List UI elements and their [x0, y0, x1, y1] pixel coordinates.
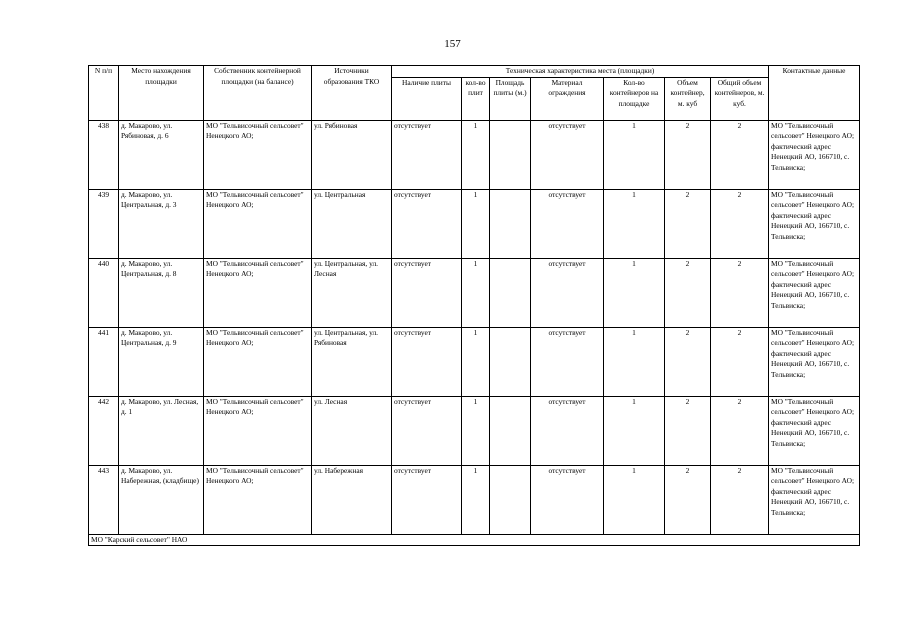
- cell-num: 438: [89, 120, 119, 189]
- section-row: [89, 534, 860, 545]
- header-num: N п/п: [89, 66, 119, 121]
- cell-slab-area: [490, 189, 531, 258]
- cell-slab-count: 1: [462, 120, 490, 189]
- cell-containers: 1: [604, 189, 665, 258]
- cell-slab-count: 1: [462, 465, 490, 534]
- cell-fence: отсутствует: [531, 120, 604, 189]
- header-containers: Кол-во контейнеров на площадке: [604, 77, 665, 120]
- cell-contacts: МО "Тельвисочный сельсовет" Ненецкого АО; фактический адрес Ненецкий АО, 166710, с. Тельвиска;: [769, 327, 860, 396]
- header-owner: Собственник контейнерной площадки (на балансе): [204, 66, 312, 121]
- cell-slabs: отсутствует: [392, 327, 462, 396]
- cell-location: д. Макарово, ул. Центральная, д. 3: [119, 189, 204, 258]
- cell-volume: 2: [665, 465, 711, 534]
- cell-containers: 1: [604, 396, 665, 465]
- header-location: Место нахождения площадки: [119, 66, 204, 121]
- cell-num: 440: [89, 258, 119, 327]
- cell-total-volume: 2: [711, 120, 769, 189]
- cell-location: д. Макарово, ул. Набережная, (кладбище): [119, 465, 204, 534]
- header-volume: Объем контейнер, м. куб: [665, 77, 711, 120]
- registry-table: [88, 65, 860, 546]
- header-slab-count: кол-во плит: [462, 77, 490, 120]
- cell-num: 441: [89, 327, 119, 396]
- cell-containers: 1: [604, 120, 665, 189]
- cell-volume: 2: [665, 258, 711, 327]
- cell-slab-count: 1: [462, 189, 490, 258]
- cell-slabs: отсутствует: [392, 120, 462, 189]
- cell-sources: ул. Набережная: [312, 465, 392, 534]
- cell-location: д. Макарово, ул. Рябиновая, д. 6: [119, 120, 204, 189]
- header-sources: Источники образования ТКО: [312, 66, 392, 121]
- cell-slab-area: [490, 465, 531, 534]
- cell-volume: 2: [665, 396, 711, 465]
- cell-slabs: отсутствует: [392, 396, 462, 465]
- table-row: [89, 465, 860, 534]
- cell-total-volume: 2: [711, 189, 769, 258]
- cell-containers: 1: [604, 465, 665, 534]
- table-row: [89, 120, 860, 189]
- header-contacts: Контактные данные: [769, 66, 860, 121]
- cell-slab-area: [490, 120, 531, 189]
- cell-slab-count: 1: [462, 258, 490, 327]
- cell-num: 442: [89, 396, 119, 465]
- cell-fence: отсутствует: [531, 258, 604, 327]
- cell-num: 439: [89, 189, 119, 258]
- cell-contacts: МО "Тельвисочный сельсовет" Ненецкого АО; фактический адрес Ненецкий АО, 166710, с. Тельвиска;: [769, 120, 860, 189]
- cell-volume: 2: [665, 189, 711, 258]
- header-slabs: Наличие плиты: [392, 77, 462, 120]
- table-row: [89, 327, 860, 396]
- cell-sources: ул. Центральная, ул. Рябиновая: [312, 327, 392, 396]
- cell-slab-count: 1: [462, 396, 490, 465]
- cell-fence: отсутствует: [531, 327, 604, 396]
- cell-volume: 2: [665, 327, 711, 396]
- cell-fence: отсутствует: [531, 396, 604, 465]
- cell-owner: МО "Тельвисочный сельсовет" Ненецкого АО;: [204, 258, 312, 327]
- cell-location: д. Макарово, ул. Лесная, д. 1: [119, 396, 204, 465]
- cell-containers: 1: [604, 327, 665, 396]
- cell-sources: ул. Центральная: [312, 189, 392, 258]
- header-slab-area: Площадь плиты (м.): [490, 77, 531, 120]
- table-row: [89, 189, 860, 258]
- cell-fence: отсутствует: [531, 189, 604, 258]
- cell-containers: 1: [604, 258, 665, 327]
- cell-owner: МО "Тельвисочный сельсовет" Ненецкого АО;: [204, 327, 312, 396]
- cell-slab-area: [490, 396, 531, 465]
- cell-slab-area: [490, 327, 531, 396]
- cell-total-volume: 2: [711, 258, 769, 327]
- cell-sources: ул. Рябиновая: [312, 120, 392, 189]
- cell-owner: МО "Тельвисочный сельсовет" Ненецкого АО;: [204, 465, 312, 534]
- cell-total-volume: 2: [711, 327, 769, 396]
- cell-slabs: отсутствует: [392, 465, 462, 534]
- cell-sources: ул. Лесная: [312, 396, 392, 465]
- header-total-volume: Общий объем контейнеров, м. куб.: [711, 77, 769, 120]
- cell-num: 443: [89, 465, 119, 534]
- cell-slabs: отсутствует: [392, 258, 462, 327]
- cell-slab-area: [490, 258, 531, 327]
- cell-owner: МО "Тельвисочный сельсовет" Ненецкого АО;: [204, 120, 312, 189]
- cell-contacts: МО "Тельвисочный сельсовет" Ненецкого АО; фактический адрес Ненецкий АО, 166710, с. Тельвиска;: [769, 396, 860, 465]
- cell-location: д. Макарово, ул. Центральная, д. 9: [119, 327, 204, 396]
- header-tech-group: Техническая характеристика места (площадки): [392, 66, 769, 78]
- header-row-1: [89, 66, 860, 78]
- cell-total-volume: 2: [711, 396, 769, 465]
- cell-sources: ул. Центральная, ул. Лесная: [312, 258, 392, 327]
- cell-total-volume: 2: [711, 465, 769, 534]
- cell-slab-count: 1: [462, 327, 490, 396]
- cell-owner: МО "Тельвисочный сельсовет" Ненецкого АО;: [204, 396, 312, 465]
- cell-contacts: МО "Тельвисочный сельсовет" Ненецкого АО; фактический адрес Ненецкий АО, 166710, с. Тельвиска;: [769, 465, 860, 534]
- table-row: [89, 258, 860, 327]
- cell-contacts: МО "Тельвисочный сельсовет" Ненецкого АО; фактический адрес Ненецкий АО, 166710, с. Тельвиска;: [769, 189, 860, 258]
- cell-location: д. Макарово, ул. Центральная, д. 8: [119, 258, 204, 327]
- page-number: 157: [444, 38, 461, 50]
- cell-contacts: МО "Тельвисочный сельсовет" Ненецкого АО; фактический адрес Ненецкий АО, 166710, с. Тельвиска;: [769, 258, 860, 327]
- cell-slabs: отсутствует: [392, 189, 462, 258]
- cell-fence: отсутствует: [531, 465, 604, 534]
- cell-owner: МО "Тельвисочный сельсовет" Ненецкого АО;: [204, 189, 312, 258]
- header-fence: Материал ограждения: [531, 77, 604, 120]
- table-row: [89, 396, 860, 465]
- section-label: МО "Карский сельсовет" НАО: [89, 534, 860, 545]
- cell-volume: 2: [665, 120, 711, 189]
